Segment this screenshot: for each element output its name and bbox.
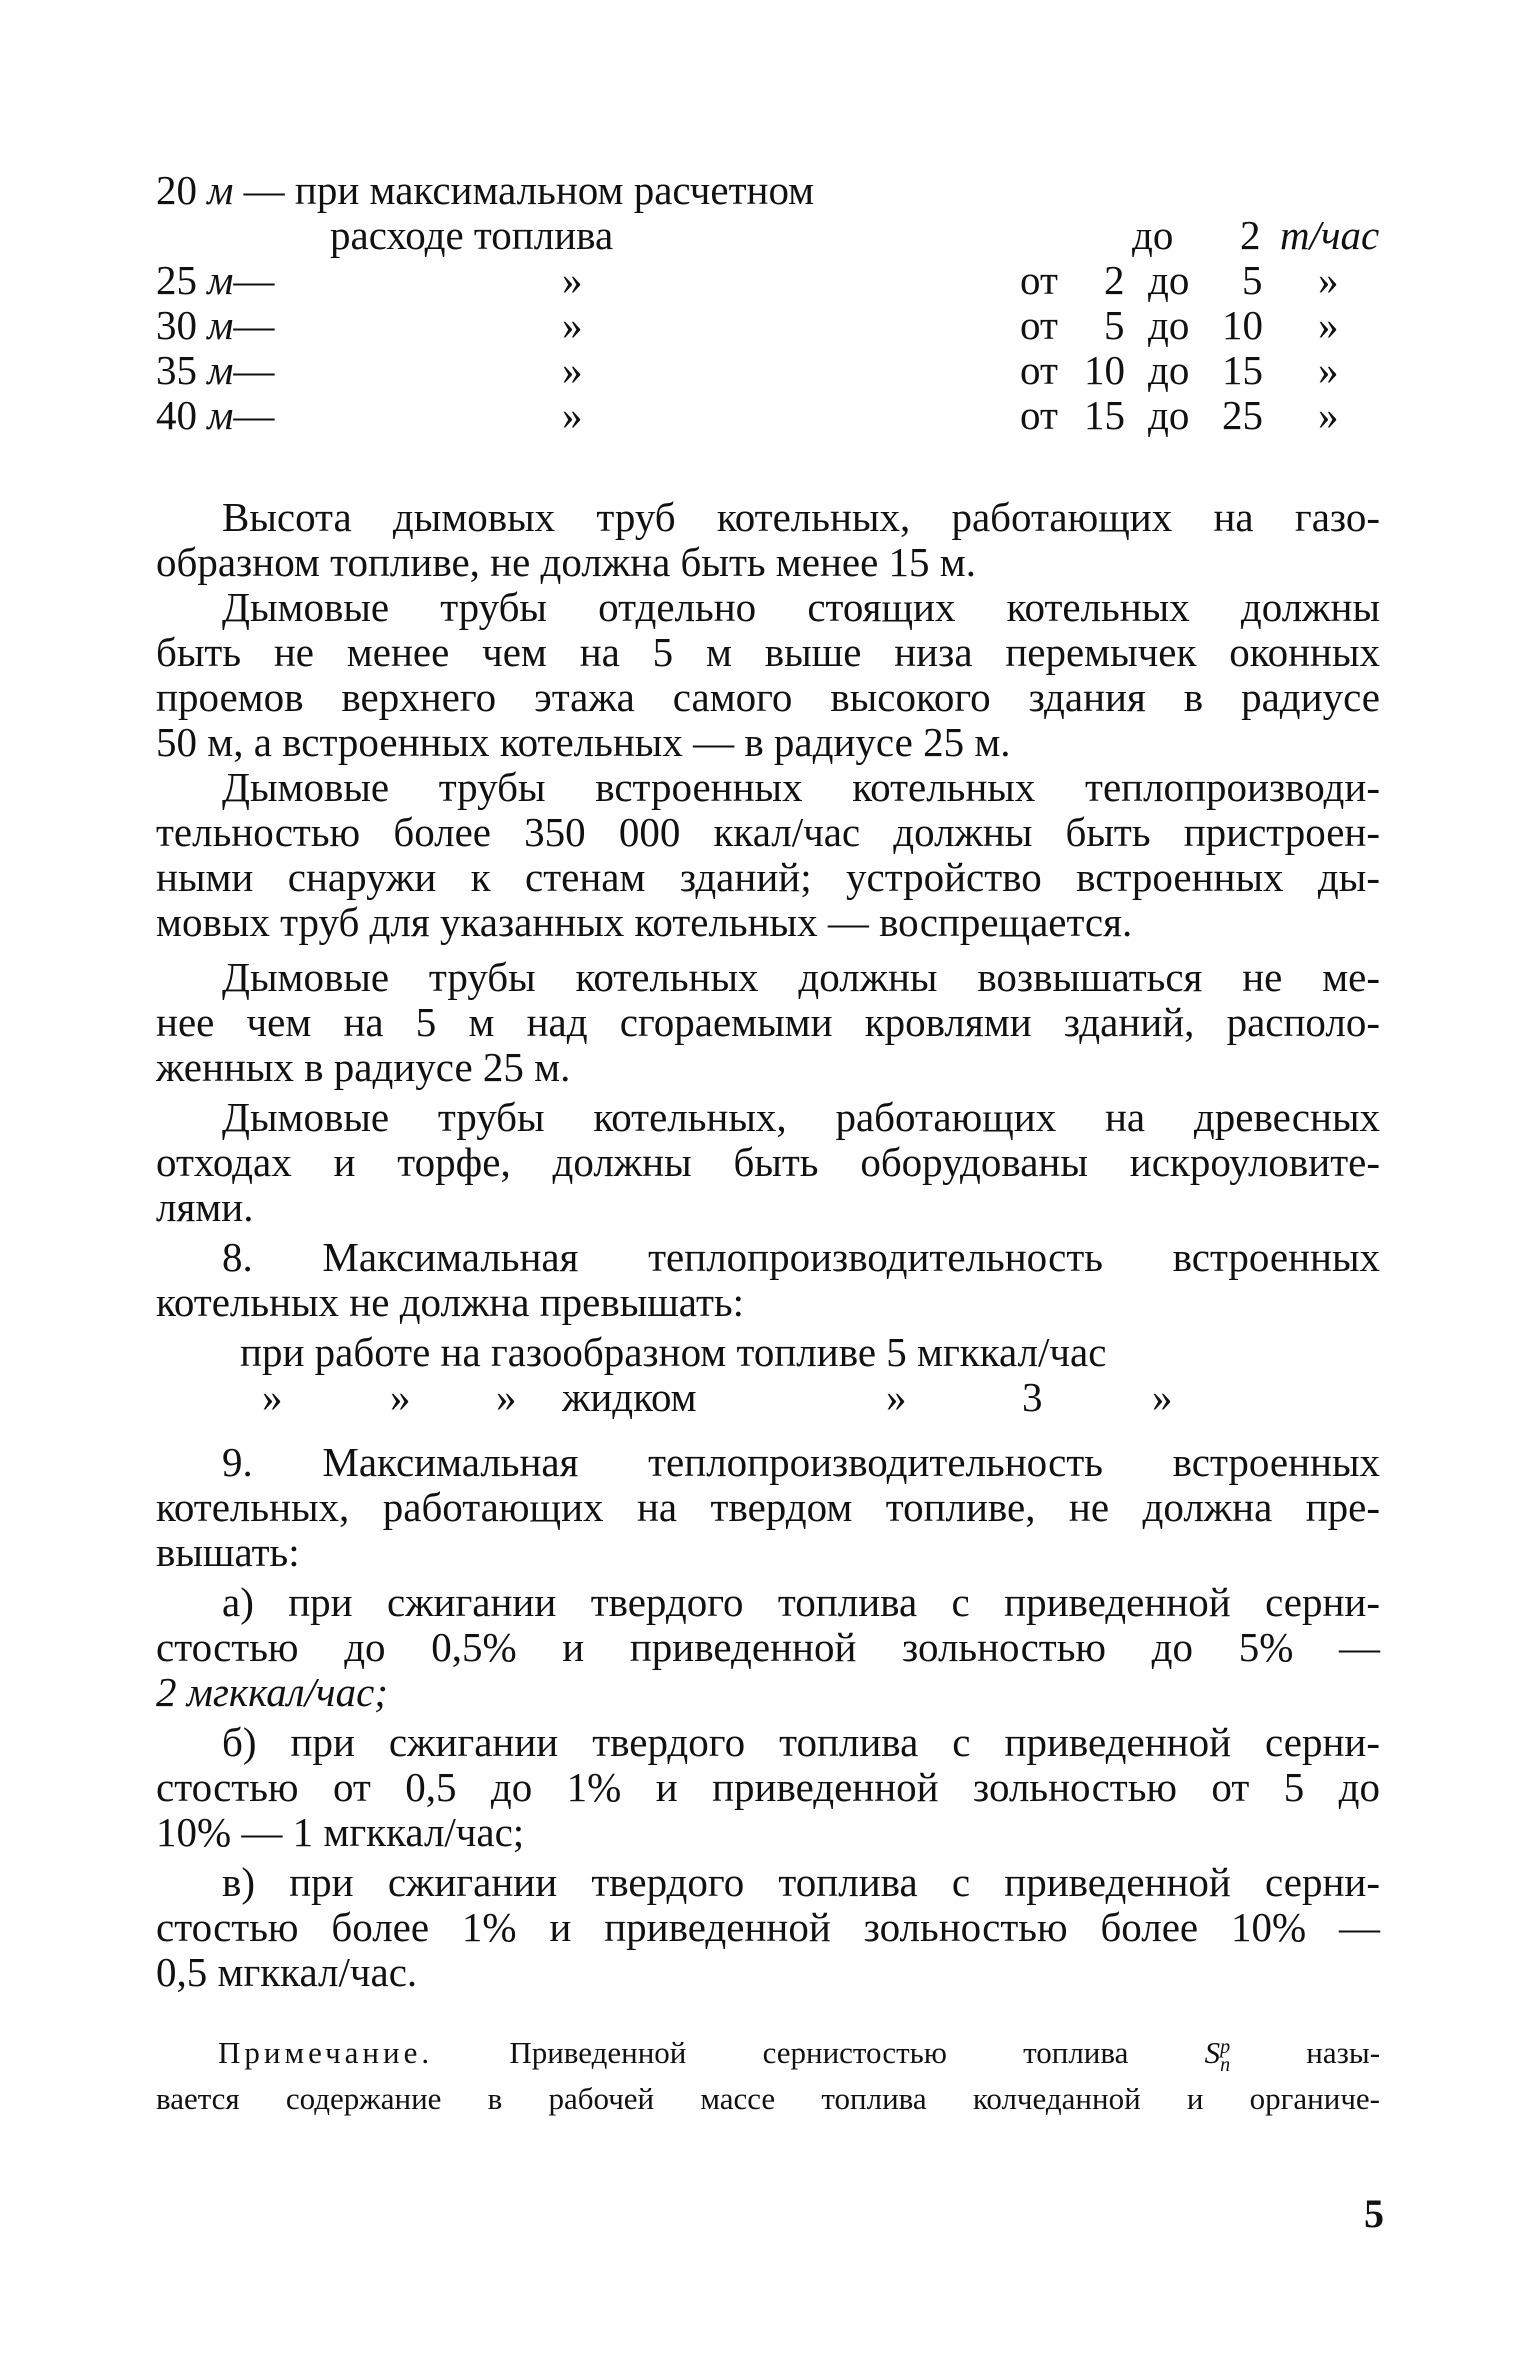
text-line: тельностью более 350 000 ккал/час должны быть пристроен- — [156, 809, 1380, 855]
range-a: 2 — [1104, 257, 1125, 303]
ditto-mark: » — [886, 1374, 907, 1420]
height-value: 30 — [156, 302, 197, 348]
height-unit: м — [207, 167, 234, 213]
table-row — [156, 258, 274, 303]
ditto-mark: » — [1318, 302, 1339, 348]
dash: — — [233, 347, 275, 393]
height-unit: м — [207, 392, 234, 438]
ditto-mark: » — [1318, 257, 1339, 303]
table-row-1 — [156, 168, 814, 213]
table-row-1-value: 2 — [1240, 212, 1261, 258]
range-b: 25 — [1222, 392, 1263, 438]
text-line: Дымовые трубы отдельно стоящих котельных должны — [222, 584, 1380, 630]
text-line: в) при сжигании твердого топлива с приведенной серни- — [222, 1859, 1380, 1905]
limit-value: 3 — [1022, 1374, 1043, 1420]
range-to: до — [1148, 347, 1190, 393]
height-unit: м — [207, 257, 234, 303]
ditto-mark: » — [390, 1374, 411, 1420]
text-line: 9. Максимальная теплопроизводительность встроенных — [222, 1439, 1380, 1485]
sulfur-symbol: S р п — [1204, 2035, 1231, 2076]
text-line: стостью от 0,5 до 1% и приведенной зольностью от 5 до — [156, 1764, 1380, 1810]
item-b — [156, 1720, 1380, 1855]
item-c — [156, 1860, 1380, 1995]
footnote — [156, 2030, 1380, 2122]
table-row-1-continuation: расходе топлива — [330, 212, 614, 258]
text-line: 10% — 1 мгккал/час; — [156, 1809, 525, 1855]
section-8 — [156, 1235, 1380, 1325]
range-from: от — [1020, 347, 1058, 393]
text-line: женных в радиусе 25 м. — [156, 1044, 571, 1090]
note-line-1 — [156, 2030, 1380, 2076]
text-line: вышать: — [156, 1529, 300, 1575]
range-b: 10 — [1222, 302, 1263, 348]
note-label: Примечание. — [218, 2035, 434, 2070]
text-line: 50 м, а встроенных котельных — в радиусе 25 м. — [156, 719, 1011, 765]
page-number: 5 — [1364, 2191, 1384, 2236]
height-value: 20 — [156, 167, 197, 213]
dash: — — [233, 257, 275, 303]
height-value: 40 — [156, 392, 197, 438]
paragraph-built-in-boilers — [156, 765, 1380, 945]
text-line: Дымовые трубы котельных должны возвышаться не ме- — [222, 954, 1380, 1000]
text-line: отходах и торфе, должны быть оборудованы искроуловите- — [156, 1139, 1380, 1185]
text-line: нее чем на 5 м над сгораемыми кровлями зданий, располо- — [156, 999, 1380, 1045]
ditto-mark: » — [562, 347, 583, 393]
range-from: от — [1020, 392, 1058, 438]
row-text: при максимальном расчетном — [294, 167, 815, 213]
note-text: назы- — [1306, 2035, 1381, 2070]
text-line: Высота дымовых труб котельных, работающих на газо- — [222, 494, 1380, 540]
paragraph-standalone-boilers — [156, 585, 1380, 765]
text-line: 0,5 мгккал/час. — [156, 1949, 418, 1995]
text-line: Дымовые трубы встроенных котельных теплопроизводи- — [222, 764, 1380, 810]
range-to: до — [1148, 257, 1190, 303]
table-row-1-range: до — [1132, 212, 1174, 258]
range-a: 15 — [1084, 392, 1125, 438]
item-a — [156, 1580, 1380, 1715]
text-line: образном топливе, не должна быть менее 15 м. — [156, 539, 976, 585]
range-from: от — [1020, 257, 1058, 303]
ditto-mark: » — [262, 1374, 283, 1420]
range-a: 10 — [1084, 347, 1125, 393]
range-from: от — [1020, 302, 1058, 348]
note-line-2: вается содержание в рабочей массе топлива колчеданной и органиче- — [156, 2081, 1380, 2116]
ditto-mark: » — [1318, 392, 1339, 438]
paragraph-gas-boilers — [156, 495, 1380, 585]
text-line: быть не менее чем на 5 м выше низа перемычек оконных — [156, 629, 1380, 675]
table-row — [156, 303, 274, 348]
ditto-mark: » — [562, 302, 583, 348]
range-to: до — [1148, 392, 1190, 438]
range-a: 5 — [1104, 302, 1125, 348]
text-line: лями. — [156, 1184, 254, 1230]
paragraph-spark-arresters — [156, 1095, 1380, 1230]
section-8-gas-limit: при работе на газообразном топливе 5 мгккал/час — [240, 1329, 1107, 1375]
dash: — — [233, 392, 275, 438]
height-value: 35 — [156, 347, 197, 393]
ditto-mark: » — [496, 1374, 517, 1420]
paragraph-roof-height — [156, 955, 1380, 1090]
table-row — [156, 348, 274, 393]
dash: — — [243, 167, 285, 213]
text-line: проемов верхнего этажа самого высокого здания в радиусе — [156, 674, 1380, 720]
table-row — [156, 393, 274, 438]
text-line: Дымовые трубы котельных, работающих на древесных — [222, 1094, 1380, 1140]
text-line: стостью более 1% и приведенной зольностью более 10% — — [156, 1904, 1380, 1950]
section-9 — [156, 1440, 1380, 1575]
text-line: мовых труб для указанных котельных — воспрещается. — [156, 899, 1133, 945]
range-b: 5 — [1242, 257, 1263, 303]
ditto-mark: » — [1318, 347, 1339, 393]
height-unit: м — [207, 302, 234, 348]
text-line: 8. Максимальная теплопроизводительность встроенных — [222, 1234, 1380, 1280]
text-line: котельных, работающих на твердом топливе, не должна пре- — [156, 1484, 1380, 1530]
fuel-type: жидком — [562, 1374, 697, 1420]
ditto-mark: » — [562, 257, 583, 303]
text-line: котельных не должна превышать: — [156, 1279, 744, 1325]
note-text: Приведенной сернистостью топлива — [509, 2035, 1129, 2070]
height-unit: м — [207, 347, 234, 393]
ditto-mark: » — [1152, 1374, 1173, 1420]
text-line: ными снаружи к стенам зданий; устройство встроенных ды- — [156, 854, 1380, 900]
text-line: 2 мгккал/час; — [156, 1669, 388, 1715]
text-line: стостью до 0,5% и приведенной зольностью до 5% — — [156, 1624, 1380, 1670]
text-line: б) при сжигании твердого топлива с приведенной серни- — [222, 1719, 1380, 1765]
ditto-mark: » — [562, 392, 583, 438]
table-row-1-unit: т/час — [1280, 212, 1380, 258]
range-to: до — [1148, 302, 1190, 348]
dash: — — [233, 302, 275, 348]
range-b: 15 — [1222, 347, 1263, 393]
text-line: а) при сжигании твердого топлива с приведенной серни- — [222, 1579, 1380, 1625]
height-value: 25 — [156, 257, 197, 303]
